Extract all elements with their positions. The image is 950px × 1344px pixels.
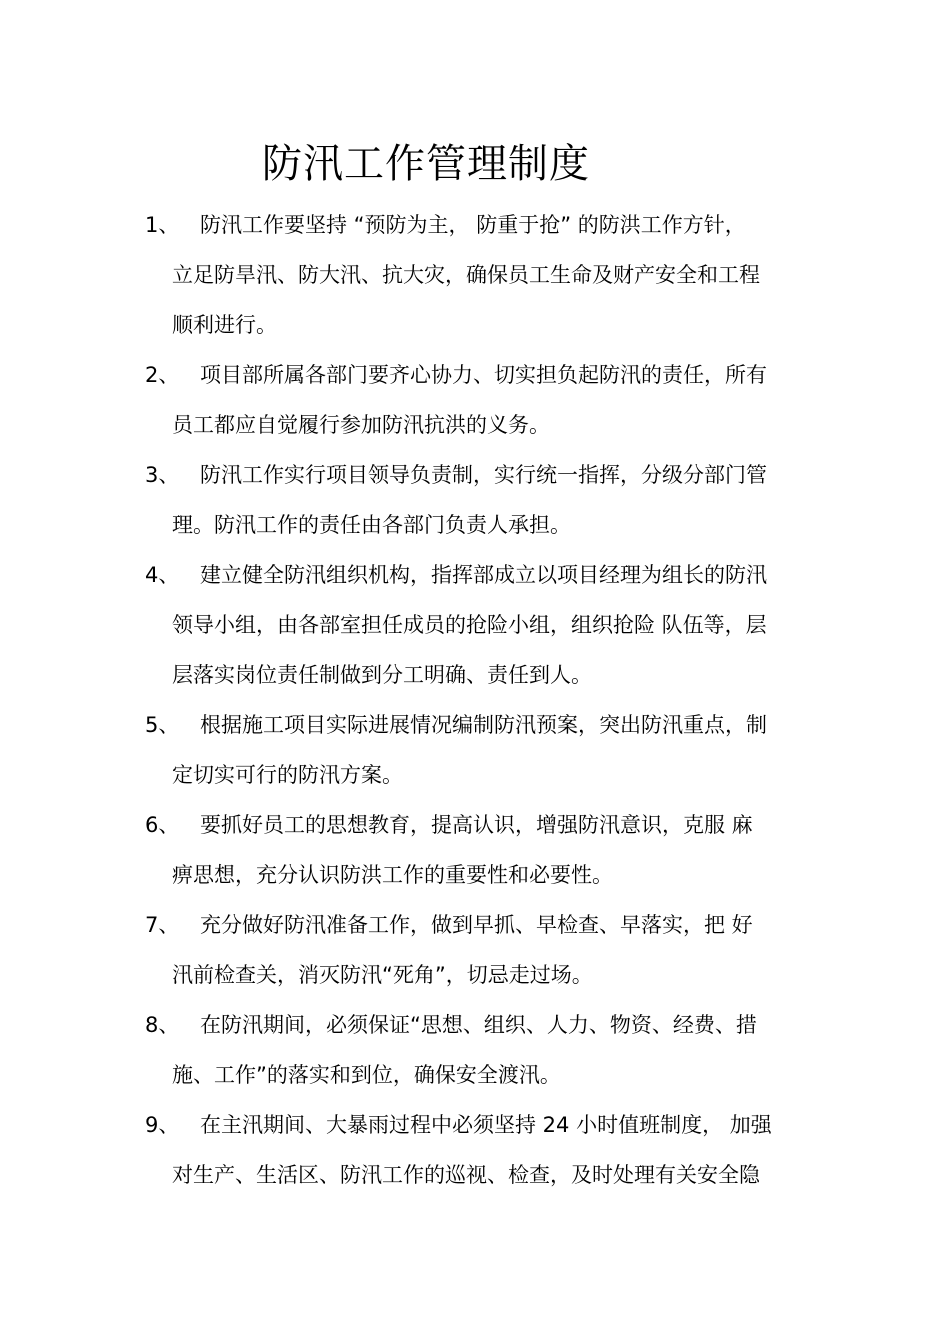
item-text-line: 理。防汛工作的责任由各部门负责人承担。: [172, 513, 571, 537]
item-text-line: 充分做好防汛准备工作，做到早抓、早检查、早落实，把 好: [200, 913, 753, 937]
item-number: 3、: [145, 463, 180, 487]
item-text-line: 层落实岗位责任制做到分工明确、责任到人。: [172, 663, 592, 687]
list-item: [0, 1000, 950, 1100]
item-text-line: 在防汛期间，必须保证“思想、组织、人力、物资、经费、措: [200, 1013, 757, 1037]
item-text-line: 定切实可行的防汛方案。: [172, 763, 403, 787]
item-text-line: 领导小组，由各部室担任成员的抢险小组，组织抢险 队伍等，层: [172, 613, 767, 637]
item-text-line: 立足防旱汛、防大汛、抗大灾，确保员工生命及财产安全和工程: [172, 263, 760, 287]
item-number: 7、: [145, 913, 180, 937]
document-title: 防汛工作管理制度: [262, 141, 590, 187]
item-number: 4、: [145, 563, 180, 587]
item-text-line: 员工都应自觉履行参加防汛抗洪的义务。: [172, 413, 550, 437]
item-text-line: 在主汛期间、大暴雨过程中必须坚持 24 小时值班制度， 加强: [200, 1113, 772, 1137]
item-text-line: 根据施工项目实际进展情况编制防汛预案，突出防汛重点，制: [200, 713, 767, 737]
item-text-line: 汛前检查关，消灭防汛“死角”，切忌走过场。: [172, 963, 593, 987]
list-item: [0, 900, 950, 1000]
regulation-list: [0, 200, 950, 1200]
item-text-line: 痹思想，充分认识防洪工作的重要性和必要性。: [172, 863, 613, 887]
item-number: 1、: [145, 213, 180, 237]
list-item: [0, 800, 950, 900]
item-text-line: 项目部所属各部门要齐心协力、切实担负起防汛的责任，所有: [200, 363, 767, 387]
list-item: [0, 1100, 950, 1200]
item-number: 9、: [145, 1113, 180, 1137]
item-number: 2、: [145, 363, 180, 387]
item-text-line: 对生产、生活区、防汛工作的巡视、检查，及时处理有关安全隐: [172, 1163, 760, 1187]
list-item: [0, 450, 950, 550]
item-number: 6、: [145, 813, 180, 837]
item-number: 8、: [145, 1013, 180, 1037]
item-text-line: 要抓好员工的思想教育，提高认识，增强防汛意识，克服 麻: [200, 813, 753, 837]
item-text-line: 防汛工作实行项目领导负责制，实行统一指挥，分级分部门管: [200, 463, 767, 487]
list-item: [0, 550, 950, 700]
list-item: [0, 200, 950, 350]
list-item: [0, 700, 950, 800]
list-item: [0, 350, 950, 450]
item-number: 5、: [145, 713, 180, 737]
item-text-line: 施、工作”的落实和到位，确保安全渡汛。: [172, 1063, 561, 1087]
item-text-line: 顺利进行。: [172, 313, 277, 337]
item-text-line: 防汛工作要坚持 “预防为主， 防重于抢” 的防洪工作方针，: [200, 213, 746, 237]
item-text-line: 建立健全防汛组织机构，指挥部成立以项目经理为组长的防汛: [200, 563, 767, 587]
